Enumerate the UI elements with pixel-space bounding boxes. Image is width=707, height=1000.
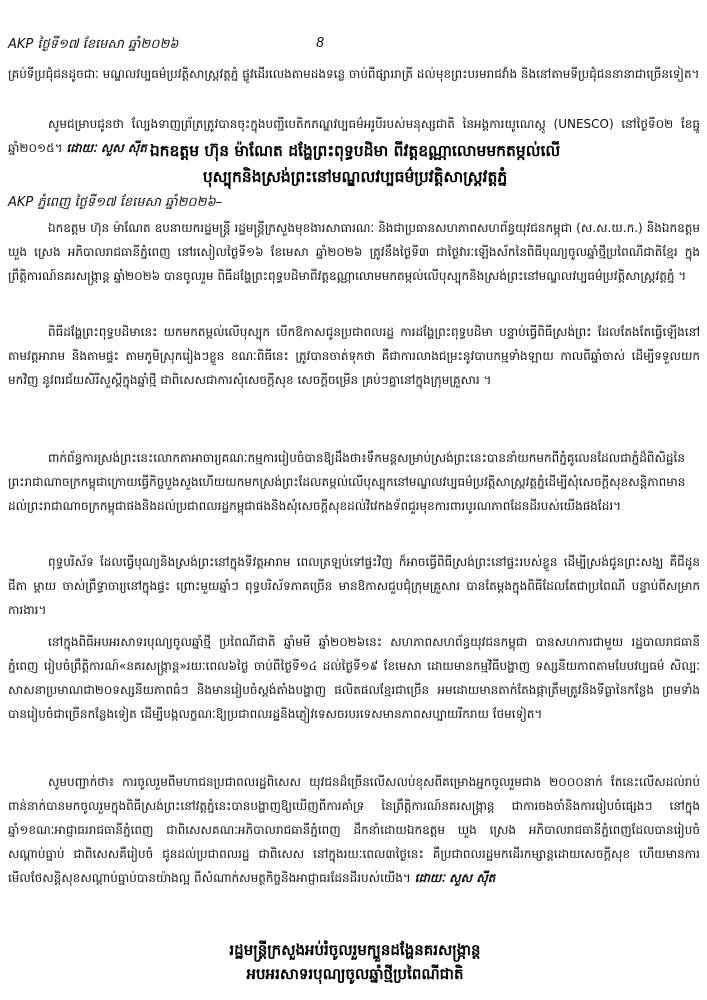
article2-paragraph-4: ពុទ្ធបរិស័ទ ដែលធ្វើបុណ្យនិងស្រង់ព្រះនៅក្នុងទីវត្តអារាម ពេលត្រឡប់ទៅផ្ទះវិញ ក៏អាចធ្វើពិធីស្រង់ព្រះនៅផ្ទះរបស់ខ្លួន ដើម្បីស្រង់ជូនព្រះសង្ឃ គឺជីដូនជីតា ម្តាយ ចាស់ព្រឹទ្ធាចារ្យនៅក្នុងផ្ទះ ព្រោះមួយឆ្នាំៗ ពុទ្ធបរិស័ទភាគច្រើន មានឱកាសជួបជុំក្រុមគ្រួសារ បានតែម្តងក្នុងពិធីដែលតែជាប្រពៃណី បន្ទាប់ពីសម្រាកការងារ។	[8, 555, 700, 617]
article2-paragraph-2: ពិធីដង្ហែព្រះពុទ្ធបដិមានេះ យកមកតម្កល់លើបុស្បុក បើកឱកាសជូនប្រជាពលរដ្ឋ ការដង្ហែព្រះពុទ្ធបដិមា បន្ទាប់ធ្វើពិធីស្រង់ព្រះ ដែលតែងតែធ្វើឡើងនៅតាមវត្តអារាម និងតាមផ្ទះ តាមភូមិស្រុករៀងៗខ្លួន ខណៈពិធីនេះ ត្រូវបានចាត់ទុកថា គឺជាការលាងជម្រះនូវបាបកម្មទាំងឡាយ កាលពីឆ្នាំចាស់ ដើម្បីទទួលយកមកវិញ នូវពរជ័យសិរីសួស្តីក្នុងឆ្នាំថ្មី ជាពិសេសជាការសុំសេចក្តីសុខ សេចក្តីចម្រើន គ្រប់ៗគ្នានៅក្នុងក្រុមគ្រួសារ ។	[8, 325, 700, 387]
article3-headline-line2: អបអរសាទរបុណ្យចូលឆ្នាំថ្មីប្រពៃណីជាតិ	[246, 965, 464, 983]
article2-headline-line2: បុស្បុកនិងស្រង់ព្រះនៅមណ្ឌលវប្បធម៌ប្រវត្តិសាស្រ្តវត្តភ្នំ	[202, 167, 508, 186]
article2-dateline: AKP ភ្នំពេញ ថ្ងៃទី១៧ ខែមេសា ឆ្នាំ២០២៦–	[8, 195, 223, 210]
article2-paragraph-3: ពាក់ព័ន្ធការស្រង់ព្រះនេះលោកតាអាចារ្យគណៈកម្មការរៀបចំបានឱ្យដឹងថា៖ទឹកមន្តសម្រាប់ស្រង់ព្រះនេះបាននាំយកមកពីភ្នំគូលេនដែលជាភ្នំដ៏ពិសិដ្ឋនៃព្រះរាជាណាចក្រកម្ពុជាក្រោយធ្វើកិច្ចបួងសួងហើយយកមកស្រង់ព្រះដែលតម្កល់លើបុស្បុកនៅមណ្ឌលវប្បធម៌ប្រវត្តិសាស្រ្តវត្តភ្នំដើម្បីសុំសេចក្តីសុខសន្តិភាពមានដល់ព្រះរាជាណាចក្រកម្ពុជាផងនិងដល់ប្រជាពលរដ្ឋកម្ពុជាផងនិងសុំសេចក្តីសុខដល់វិវេកងទ័ពជួរមុខការពារបូរណភាពដែនដីរបស់យើងផងដែរ។	[8, 451, 686, 513]
article2-paragraph-5: នៅក្នុងពិធីអបអរសាទរបុណ្យចូលឆ្នាំថ្មី ប្រពៃណីជាតិ ឆ្នាំមមី ឆ្នាំ២០២៦នេះ សហភាពសហព័ន្ធយុវជនកម្ពុជា បានសហការជាមួយ រដ្ឋបាលរាជធានីភ្នំពេញ រៀបចំព្រឹត្តិការណ៍«នគរសង្ក្រាន្ត»រយៈពេល៦ថ្ងៃ ចាប់ពីថ្ងៃទី១៤ ដល់ថ្ងៃទី១៩ ខែមេសា ដោយមានកម្មវិធីបង្ហាញ ទស្សនីយភាពតាមបែបវប្បធម៌ សិល្បៈសាសនាប្រមាណជា២០ទស្សនីយភាពធំៗ និងមានរៀបចំស្តង់តាំងបង្ហាញ ផលិតផលខ្មែរជាច្រើន អមដោយមានតាក់តែងផ្កាត្រឹមត្រូវនិងទីធ្លានៃកន្លែង ព្រមទាំងបានរៀបចំជាច្រើនកន្លែងទៀត ដើម្បីបង្កលក្ខណៈឱ្យប្រជាពលរដ្ឋនិងភ្ញៀវទេសចរបរទេសមានភាពសប្បាយរីករាយ ថែមទៀត។	[8, 635, 700, 721]
article3-headline	[8, 938, 702, 986]
article2-headline	[8, 138, 702, 190]
article1-paragraph-2-text: សូមជម្រាបជូនថា ល្បែងទាញព្រ័ត្រត្រូវបានចុះក្នុងបញ្ជីបេតិកភណ្ឌវប្បធម៌អរូបីរបស់មនុស្សជាតិ នៃអង្គការយូណេស្កូ (UNESCO) នៅថ្ងៃទី០២ ខែធ្នូ ឆ្នាំ២០១៥។	[8, 117, 700, 155]
header-date: AKP ថ្ងៃទី១៧ ខែមេសា ឆ្នាំ២០២៦	[8, 37, 179, 52]
article1-byline: ដោយៈ សួស សុីត	[66, 141, 147, 155]
page-number: 8	[316, 36, 325, 51]
article2-headline-line1: ឯកឧត្តម ហ៊ុន ម៉ាណែត ដង្ហែព្រះពុទ្ធបដិមា ពីវត្តឧណ្ណាលោមមកតម្កល់លើ	[149, 141, 561, 160]
article2-paragraph-6	[8, 770, 700, 890]
article1-continuation: គ្រប់ទីប្រជុំជនដូចជាៈ មណ្ឌលវប្បធម៌ប្រវត្តិសាស្រ្តវត្តភ្នំ ផ្លូវដើរលេងតាមដងទន្លេ ចាប់ពីផ្សាររាត្រី ដល់មុខព្រះបរមរាជវាំង និងនៅតាមទីប្រជុំជននានាជាច្រើនទៀត។	[8, 67, 700, 81]
article2-byline: ដោយៈ សួស សុីត	[414, 871, 496, 885]
article3-headline-line1: រដ្ឋមន្ត្រីក្រសួងអប់រំចូលរួមក្បួនដង្ហែនគរសង្ក្រាន្ត	[229, 941, 481, 959]
newsletter-page	[8, 0, 702, 1000]
article2-paragraph-1: ឯកឧត្តម ហ៊ុន ម៉ាណែត ឧបនាយករដ្ឋមន្ត្រី រដ្ឋមន្ត្រីក្រសួងមុខងារសាធារណៈ និងជាប្រធានសហភាពសហព័ន្ធយុវជនកម្ពុជា (ស.ស.យ.ក.) និងឯកឧត្តម ឃួង ស្រេង អភិបាលរាជធានីភ្នំពេញ នៅរសៀលថ្ងៃទី១៦ ខែមេសា ឆ្នាំ២០២៦ ត្រូវនឹងថ្ងៃទី៣ ជាថ្ងៃវារៈឡើងស័កនៃពិធីបុណ្យចូលឆ្នាំថ្មីប្រពៃណីជាតិខ្មែរ ក្នុងព្រឹត្តិការណ៍នគរសង្ក្រាន្ត ឆ្នាំ២០២៦ បានចូលរួម ពិធីដង្ហែព្រះពុទ្ធបដិមាពីវត្តឧណ្ណាលោមមកតម្កល់លើបុស្បុកនិងស្រង់ព្រះនៅមណ្ឌលវប្បធម៌ប្រវត្តិសាស្រ្តវត្តភ្នំ ។	[8, 221, 700, 283]
article2-paragraph-6-text: សូមបញ្ជាក់ថា៖ ការចូលរួមពីមហាជនប្រជាពលរដ្ឋពិសេស យុវជនដ៏ច្រើនលើសលប់ខុសពីគម្រោងអ្នកចូលរួមជាង ២០០០នាក់ តែនេះលើសដល់រាប់ពាន់នាក់បានមកចូលរួមក្នុងពិធីស្រង់ព្រះនៅវត្តភ្នំនេះបានបង្ហាញឱ្យឃើញពីការគាំទ្រ នៃព្រឹត្តិការណ៍នគរសង្ក្រាន្ត ជាការចងចាំនិងការរៀបចំផ្សេងៗ នៅក្នុងឆ្នាំ១ខណៈអាជ្ញាធររាជធានីភ្នំពេញ ជាពិសេសគណៈអភិបាលរាជធានីភ្នំពេញ ដឹកនាំដោយឯកឧត្តម ឃួង ស្រេង អភិបាលរាជធានីភ្នំពេញដែលបានរៀបចំសណ្តាប់ធ្នាប់ ជាពិសេសគឺរៀបចំ ជូនដល់ប្រជាពលរដ្ឋ ជាពិសេស នៅក្នុងរយៈពេល៣ថ្ងៃនេះ គឺប្រជាពលរដ្ឋមកដើរកម្សាន្តដោយសេចក្តីសុខ ហើយមានការមើលថែសន្តិសុខសណ្តាប់ធ្នាប់បានយ៉ាងល្អ ពីសំណាក់សមត្ថកិច្ចនិងអាជ្ញាធរដែនដីរបស់យើង។	[8, 775, 700, 885]
page-header	[8, 36, 702, 54]
